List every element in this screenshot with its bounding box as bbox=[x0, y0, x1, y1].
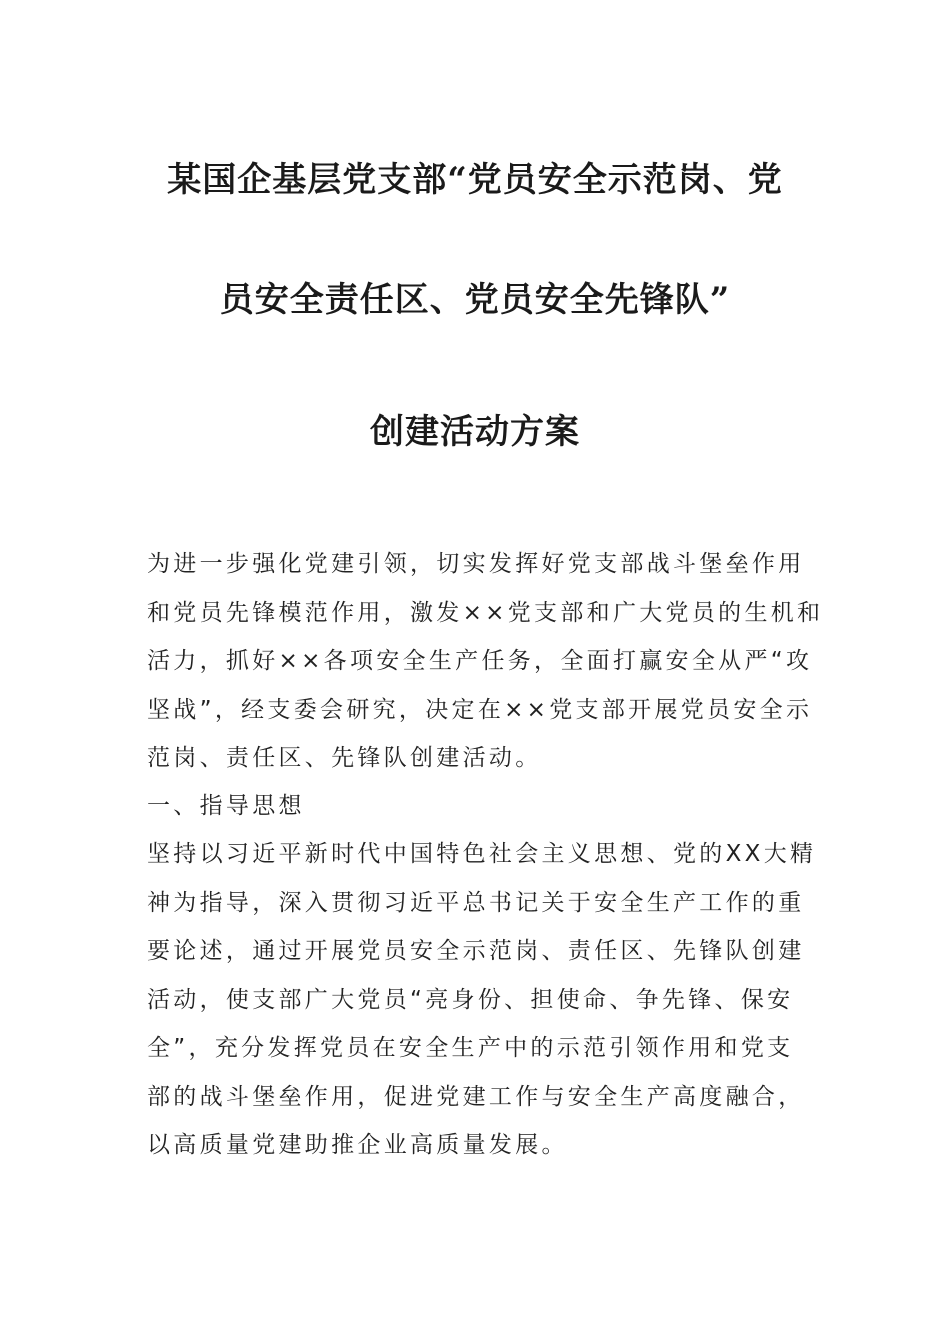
paragraph-line: 活动，使支部广大党员“亮身份、担使命、争先锋、保安 bbox=[147, 986, 794, 1013]
paragraph-line: 和党员先锋模范作用，激发××党支部和广大党员的生机和 bbox=[147, 599, 824, 626]
paragraph-line: 为进一步强化党建引领，切实发挥好党支部战斗堡垒作用 bbox=[147, 551, 805, 577]
document-title-line-1: 某国企基层党支部“党员安全示范岗、党 bbox=[167, 160, 783, 200]
paragraph-line: 全”，充分发挥党员在安全生产中的示范引领作用和党支 bbox=[147, 1035, 794, 1061]
paragraph-line: 坚战”，经支委会研究，决定在××党支部开展党员安全示 bbox=[147, 696, 813, 723]
document-title-line-3: 创建活动方案 bbox=[370, 412, 580, 452]
paragraph-line: 坚持以习近平新时代中国特色社会主义思想、党的XX大精 bbox=[147, 841, 817, 867]
paragraph-line: 神为指导，深入贯彻习近平总书记关于安全生产工作的重 bbox=[147, 889, 805, 916]
section-heading-text: 一、指导思想 bbox=[147, 793, 305, 819]
document-title-line-2: 员安全责任区、党员安全先锋队” bbox=[219, 280, 731, 320]
paragraph-line: 活力，抓好××各项安全生产任务，全面打赢安全从严“攻 bbox=[147, 648, 813, 674]
guiding-ideology-paragraph bbox=[147, 830, 817, 1170]
paragraph-line: 部的战斗堡垒作用，促进党建工作与安全生产高度融合， bbox=[147, 1083, 805, 1110]
paragraph-line: 以高质量党建助推企业高质量发展。 bbox=[147, 1132, 568, 1158]
paragraph-line: 范岗、责任区、先锋队创建活动。 bbox=[147, 745, 542, 771]
section-heading-guiding-ideology bbox=[147, 782, 807, 831]
paragraph-line: 要论述，通过开展党员安全示范岗、责任区、先锋队创建 bbox=[147, 938, 805, 964]
intro-paragraph bbox=[147, 540, 824, 783]
